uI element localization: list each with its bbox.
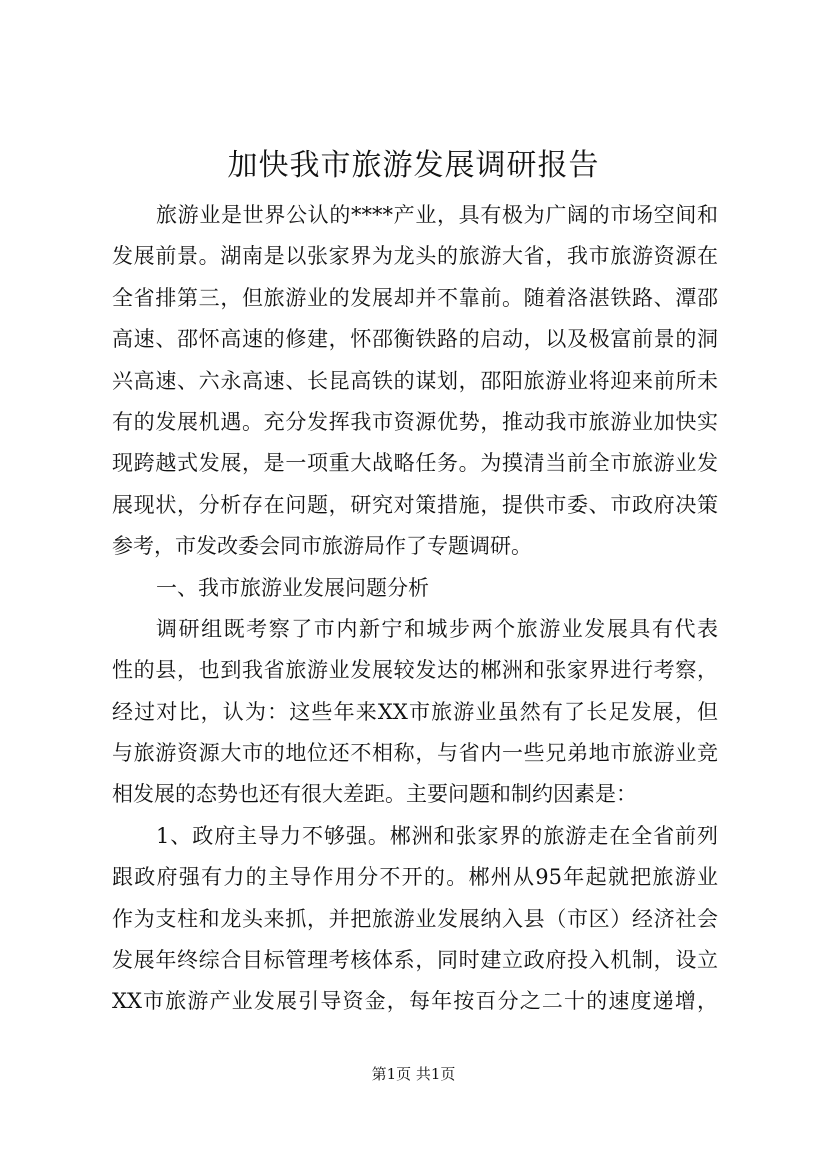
- paragraph-line: 与旅游资源大市的地位还不相称，与省内一些兄弟地市旅游业竞: [112, 741, 718, 766]
- paragraph-line: 高速、邵怀高速的修建，怀邵衡铁路的启动，以及极富前景的洞: [112, 327, 718, 352]
- section-heading: 一、我市旅游业发展问题分析: [156, 575, 429, 600]
- paragraph-line: XX市旅游产业发展引导资金，每年按百分之二十的速度递增，: [112, 989, 718, 1014]
- paragraph-line: 发展年终综合目标管理考核体系，同时建立政府投入机制，设立: [112, 948, 718, 973]
- page-footer: 第1页 共1页: [371, 1065, 456, 1083]
- paragraph-line: 展现状，分析存在问题，研究对策措施，提供市委、市政府决策: [112, 492, 718, 517]
- paragraph-line: 参考，市发改委会同市旅游局作了专题调研。: [112, 534, 532, 559]
- document-body: [112, 195, 718, 1023]
- document-title: 加快我市旅游发展调研报告: [227, 148, 600, 183]
- paragraph-line: 性的县，也到我省旅游业发展较发达的郴洲和张家界进行考察，: [112, 658, 718, 683]
- paragraph-line: 有的发展机遇。充分发挥我市资源优势，推动我市旅游业加快实: [112, 409, 718, 434]
- paragraph-line: 相发展的态势也还有很大差距。主要问题和制约因素是：: [112, 782, 637, 807]
- paragraph-line: 作为支柱和龙头来抓，并把旅游业发展纳入县（市区）经济社会: [112, 906, 718, 931]
- paragraph-line: 现跨越式发展，是一项重大战略任务。为摸清当前全市旅游业发: [112, 451, 718, 476]
- paragraph-line: 旅游业是世界公认的****产业，具有极为广阔的市场空间和: [156, 203, 718, 227]
- paragraph-line: 发展前景。湖南是以张家界为龙头的旅游大省，我市旅游资源在: [112, 244, 718, 269]
- paragraph-line: 经过对比，认为：这些年来XX市旅游业虽然有了长足发展，但: [112, 699, 718, 724]
- paragraph-line: 调研组既考察了市内新宁和城步两个旅游业发展具有代表: [156, 616, 718, 641]
- paragraph-line: 跟政府强有力的主导作用分不开的。郴州从95年起就把旅游业: [112, 865, 718, 890]
- paragraph-line: 全省排第三，但旅游业的发展却并不靠前。随着洛湛铁路、潭邵: [112, 285, 718, 310]
- paragraph-line: 1、政府主导力不够强。郴洲和张家界的旅游走在全省前列: [156, 823, 718, 848]
- paragraph-line: 兴高速、六永高速、长昆高铁的谋划，邵阳旅游业将迎来前所未: [112, 368, 718, 393]
